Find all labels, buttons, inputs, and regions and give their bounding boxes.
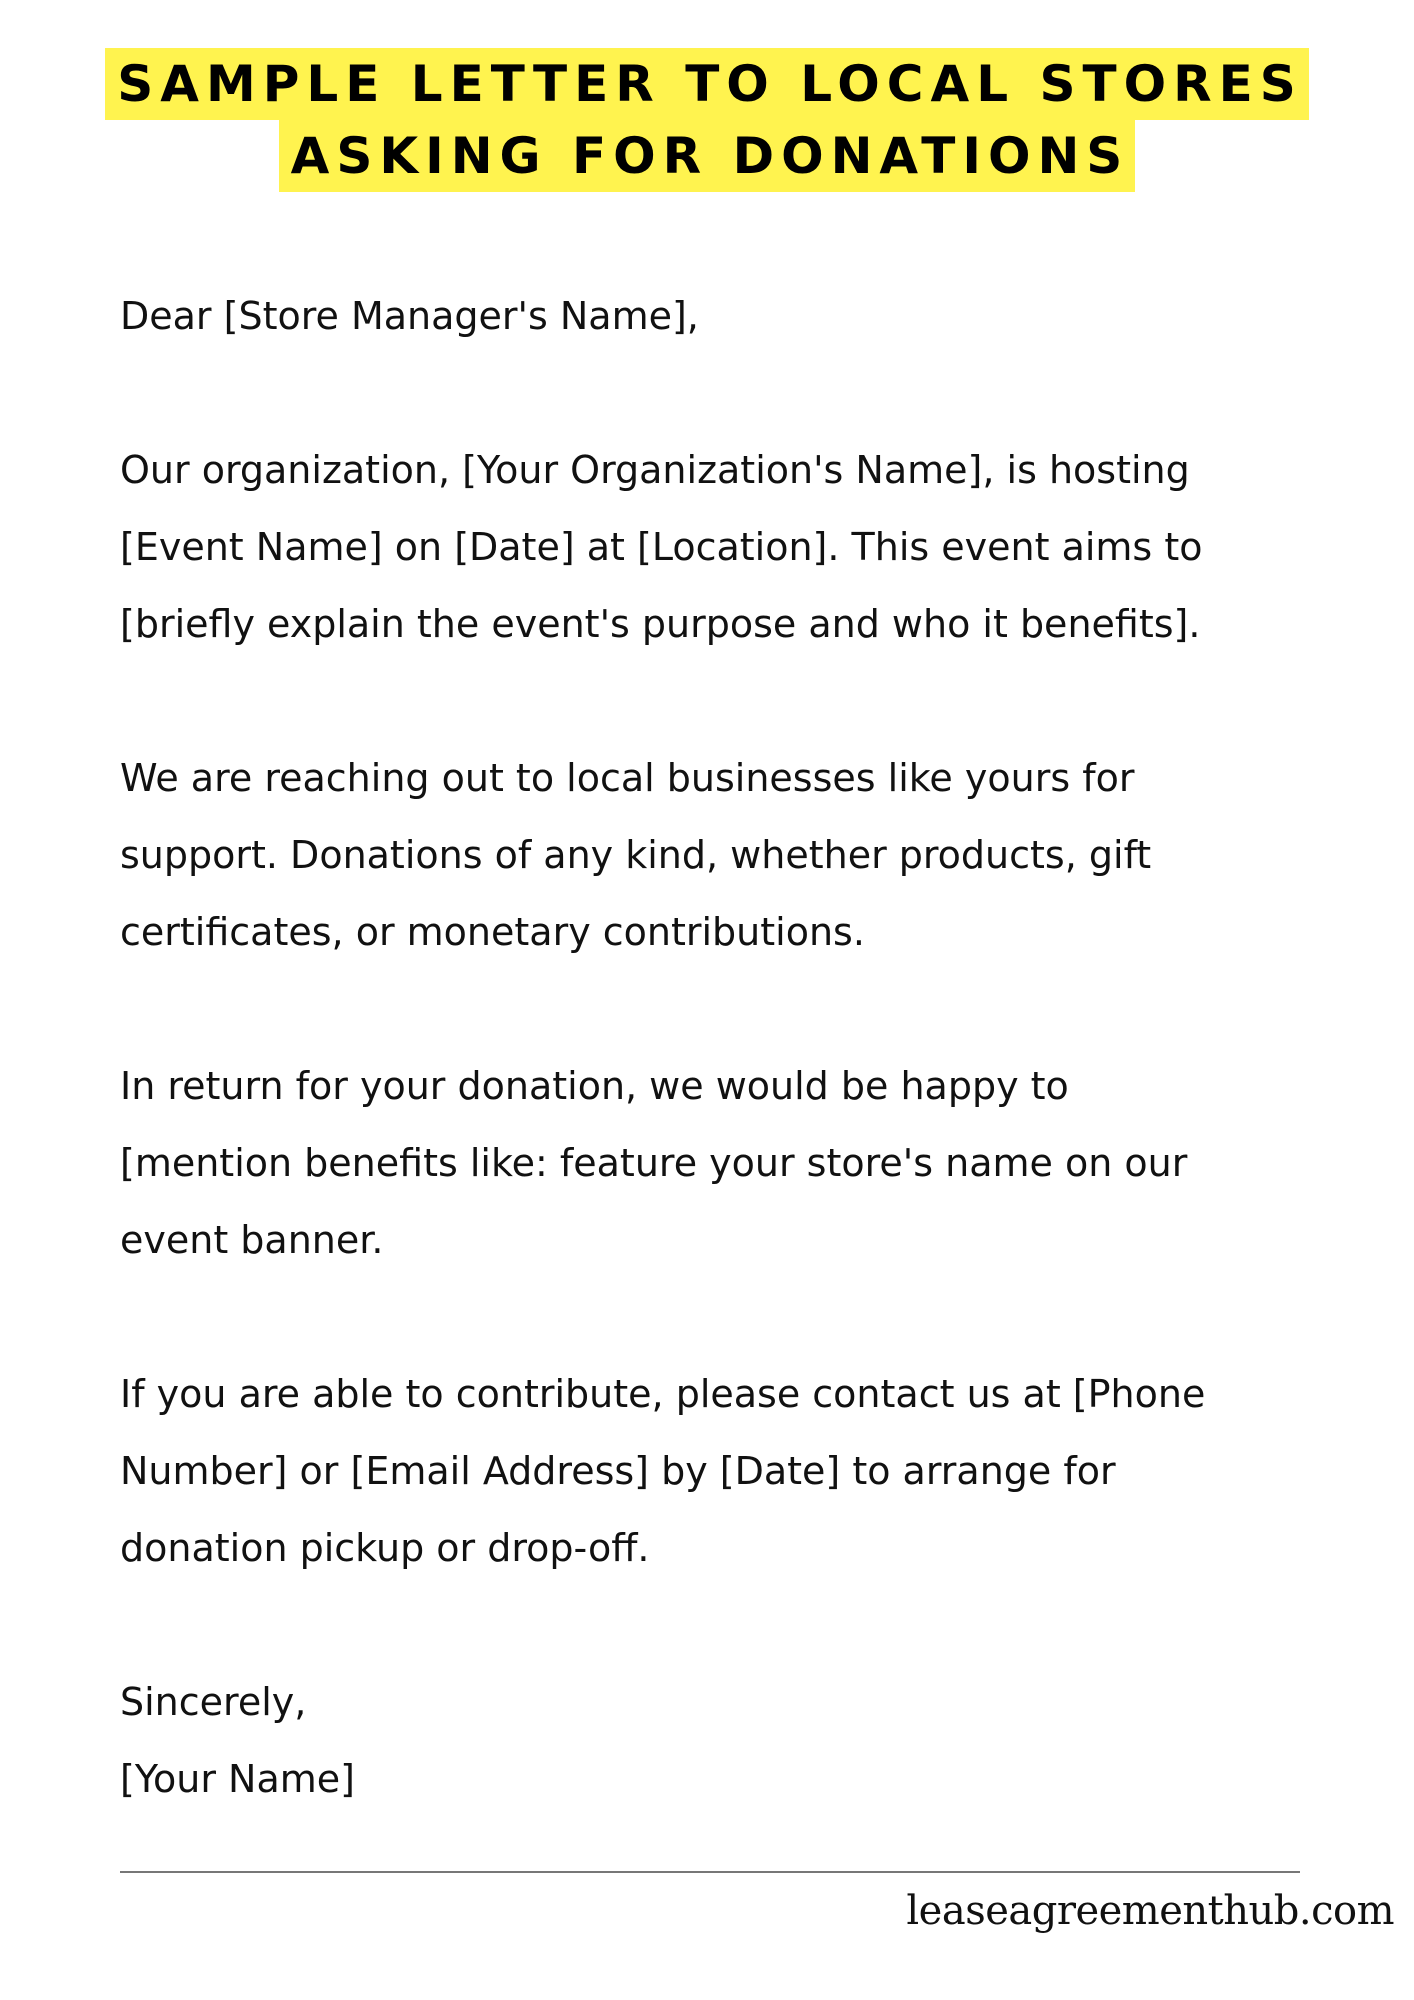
salutation: Dear [Store Manager's Name], — [120, 294, 699, 338]
title-line-2: ASKING FOR DONATIONS — [279, 120, 1136, 192]
paragraph-request: We are reaching out to local businesses like yours for support. Donations of any kind, whether products, gift certificates, or monetary contributions. — [120, 756, 1152, 954]
signature: [Your Name] — [120, 1757, 355, 1801]
document-title — [0, 48, 1414, 192]
letter-body — [120, 278, 1340, 1818]
closing: Sincerely, — [120, 1680, 307, 1724]
paragraph-benefits: In return for your donation, we would be happy to [mention benefits like: feature your store's name on our event banner. — [120, 1064, 1188, 1262]
footer-divider — [120, 1871, 1300, 1873]
paragraph-event: Our organization, [Your Organization's Name], is hosting [Event Name] on [Date] at [Location]. This event aims to [briefly explain the event's purpose and who it benefits]. — [120, 448, 1203, 646]
paragraph-contact: If you are able to contribute, please contact us at [Phone Number] or [Email Address] by [Date] to arrange for donation pickup or drop-off. — [120, 1372, 1206, 1570]
footer-website: leaseagreementhub.com — [906, 1888, 1394, 1934]
title-line-1: SAMPLE LETTER TO LOCAL STORES — [105, 48, 1309, 120]
